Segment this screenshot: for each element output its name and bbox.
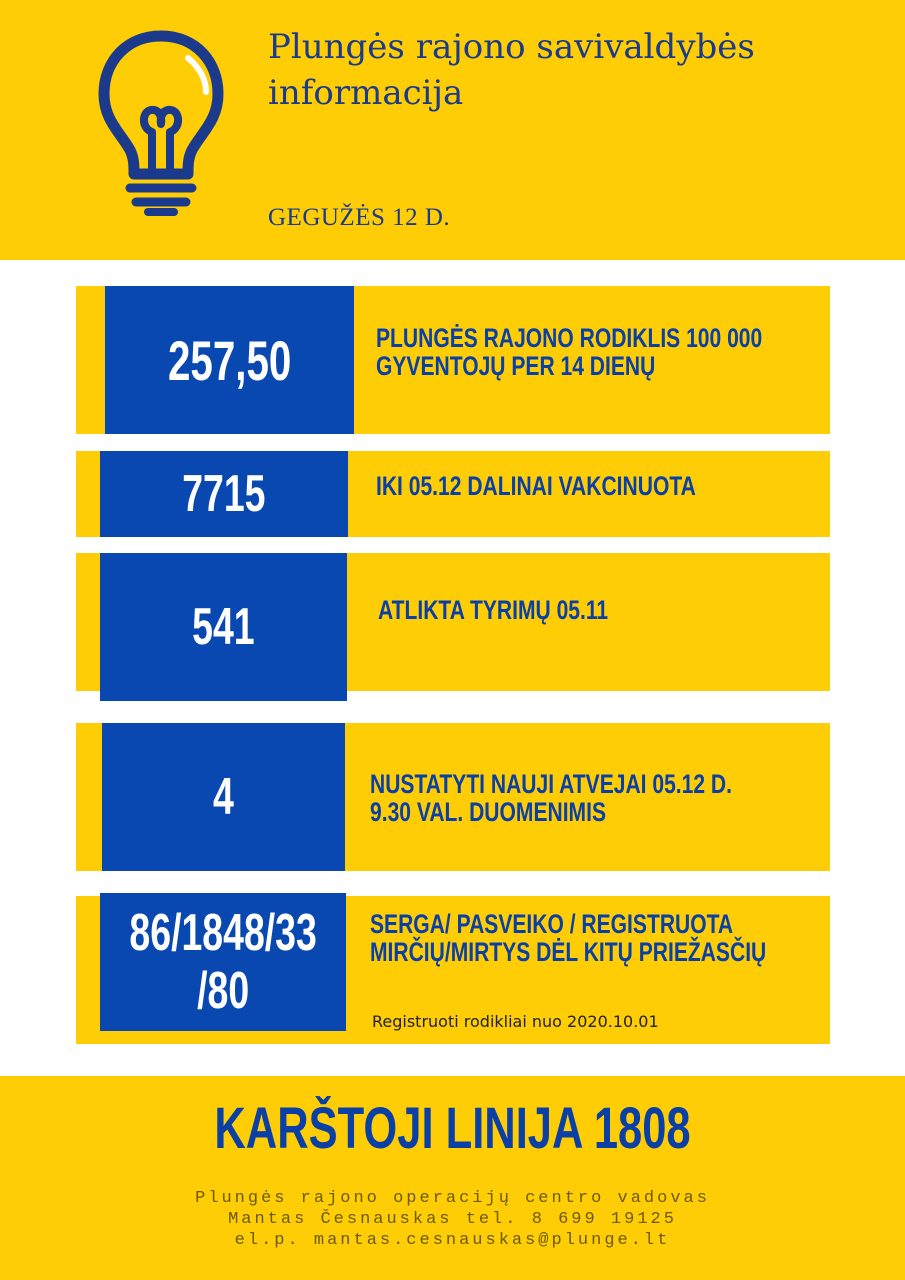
stat-value: 7715 [182,465,266,523]
stat-value-box [102,723,345,871]
stat-value-line: 86/1848/33 [129,904,317,962]
page-title: Plungės rajono savivaldybės informacija [268,27,755,113]
contact-line: Plungės rajono operacijų centro vadovas [195,1189,710,1208]
stat-value: 4 [213,768,234,826]
contact-email: el.p. mantas.cesnauskas@plunge.lt [234,1231,671,1250]
contact-info [0,1188,905,1251]
stat-value-box [100,553,347,701]
contact-line: Mantas Česnauskas tel. 8 699 19125 [228,1210,677,1229]
stat-value-line: /80 [196,962,250,1020]
hotline-title: KARŠTOJI LINIJA 1808 [214,1096,691,1161]
stat-value-box [105,286,354,434]
stat-label: SERGA/ PASVEIKO / REGISTRUOTA MIRČIŲ/MIRTYS DĖL KITŲ PRIEŽASČIŲ [370,909,767,967]
stat-footnote: Registruoti rodikliai nuo 2020.10.01 [372,1012,659,1031]
stat-value: 257,50 [167,328,292,392]
stat-value: 541 [192,598,255,656]
stat-label: ATLIKTA TYRIMŲ 05.11 [378,595,609,625]
stat-label: NUSTATYTI NAUJI ATVEJAI 05.12 D. 9.30 VAL. DUOMENIMIS [370,769,732,827]
stat-value-box [100,451,348,537]
stat-value-box [100,893,346,1031]
lightbulb-icon [96,28,226,218]
date-label: GEGUŽĖS 12 D. [268,204,451,231]
stat-label: PLUNGĖS RAJONO RODIKLIS 100 000 GYVENTOJŲ PER 14 DIENŲ [376,323,763,381]
stat-label: IKI 05.12 DALINAI VAKCINUOTA [376,471,696,501]
